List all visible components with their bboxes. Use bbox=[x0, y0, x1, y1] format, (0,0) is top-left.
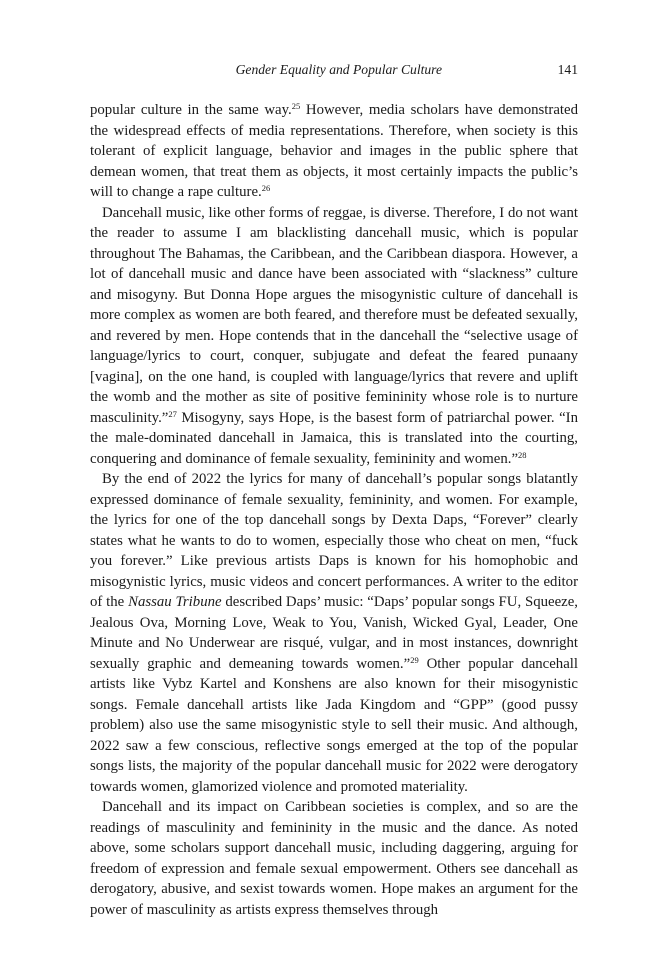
footnote-ref: 27 bbox=[168, 408, 177, 419]
text-run: popular culture in the same way. bbox=[90, 102, 292, 118]
text-run: By the end of 2022 the lyrics for many of dancehall’s popular songs blatantly expressed dominance of female sexuality, femininity, and women. For example, the lyrics for one of the top dancehall songs by Dexta Daps, “Forever” clearly states what he wants to do to women, especially those who cheat on men, “fuck you forever.” Like previous artists Daps is known for his homophobic and misogynistic lyrics, music videos and concert performances. A writer to the editor of the bbox=[90, 471, 578, 610]
text-run: Dancehall music, like other forms of reggae, is diverse. Therefore, I do not want the reader to assume I am blacklisting dancehall music, which is popular throughout The Bahamas, the Caribbean, and the Caribbean diaspora. However, a lot of dancehall music and dance have been associated with “slackness” culture and misogyny. But Donna Hope argues the misogynistic culture of dancehall is more complex as women are both feared, and therefore must be defeated sexually, and revered by men. Hope contends that in the dancehall the “selective usage of language/lyrics to court, conquer, subjugate and defeat the feared punaany [vagina], on the one hand, is coupled with language/lyrics that revere and uplift the womb and the mother as site of positive femininity whose role is to nurture masculinity.” bbox=[90, 204, 578, 426]
footnote-ref: 29 bbox=[410, 654, 419, 665]
paragraph bbox=[90, 100, 578, 203]
book-page bbox=[90, 60, 578, 920]
body-text bbox=[90, 100, 578, 920]
text-run: described Daps’ music: “Daps’ popular songs FU, Squeeze, Jealous Ova, Morning Love, Weak to You, Vanish, Wicked Gyal, Leader, One Minute and No Underwear are risqué, vulgar, and in most instances, downright sexually graphic and demeaning towards women.” bbox=[90, 594, 578, 672]
footnote-ref: 26 bbox=[261, 183, 271, 193]
text-run: Other popular dancehall artists like Vybz Kartel and Konshens are also known for their misogynistic songs. Female dancehall artists like Jada Kingdom and “GPP” (good pussy problem) also use the same misogynistic style to sell their music. And although, 2022 saw a few conscious, reflective songs emerged at the top of the popular songs lists, the majority of the popular dancehall music for 2022 were derogatory towards women, glamorized violence and promoted materiality. bbox=[90, 655, 578, 795]
text-run: Misogyny, says Hope, is the basest form of patriarchal power. “In the male-dominated dancehall in Jamaica, this is translated into the courting, conquering and dominance of female sexuality, femininity and women.” bbox=[90, 409, 578, 467]
footnote-ref: 25 bbox=[291, 101, 301, 111]
paragraph bbox=[90, 797, 578, 920]
text-run: However, media scholars have demonstrated the widespread effects of media representations. Therefore, when society is this tolerant of explicit language, behavior and images in the public sphere that demean women, that treat them as objects, it most certainly impacts the public’s will to change a rape culture. bbox=[90, 102, 578, 200]
italic-title: Nassau Tribune bbox=[128, 594, 222, 610]
footnote-ref: 28 bbox=[518, 449, 527, 460]
running-head: Gender Equality and Popular Culture bbox=[235, 62, 442, 77]
page-number: 141 bbox=[557, 62, 578, 77]
paragraph bbox=[90, 203, 578, 470]
page-header bbox=[90, 60, 578, 80]
paragraph bbox=[90, 469, 578, 797]
text-run: Dancehall and its impact on Caribbean societies is complex, and so are the readings of masculinity and femininity in the music and the dance. As noted above, some scholars support dancehall music, including daggering, arguing for freedom of expression and female sexual empowerment. Others see dancehall as derogatory, abusive, and sexist towards women. Hope makes an argument for the power of masculinity as artists express themselves through bbox=[90, 799, 578, 918]
